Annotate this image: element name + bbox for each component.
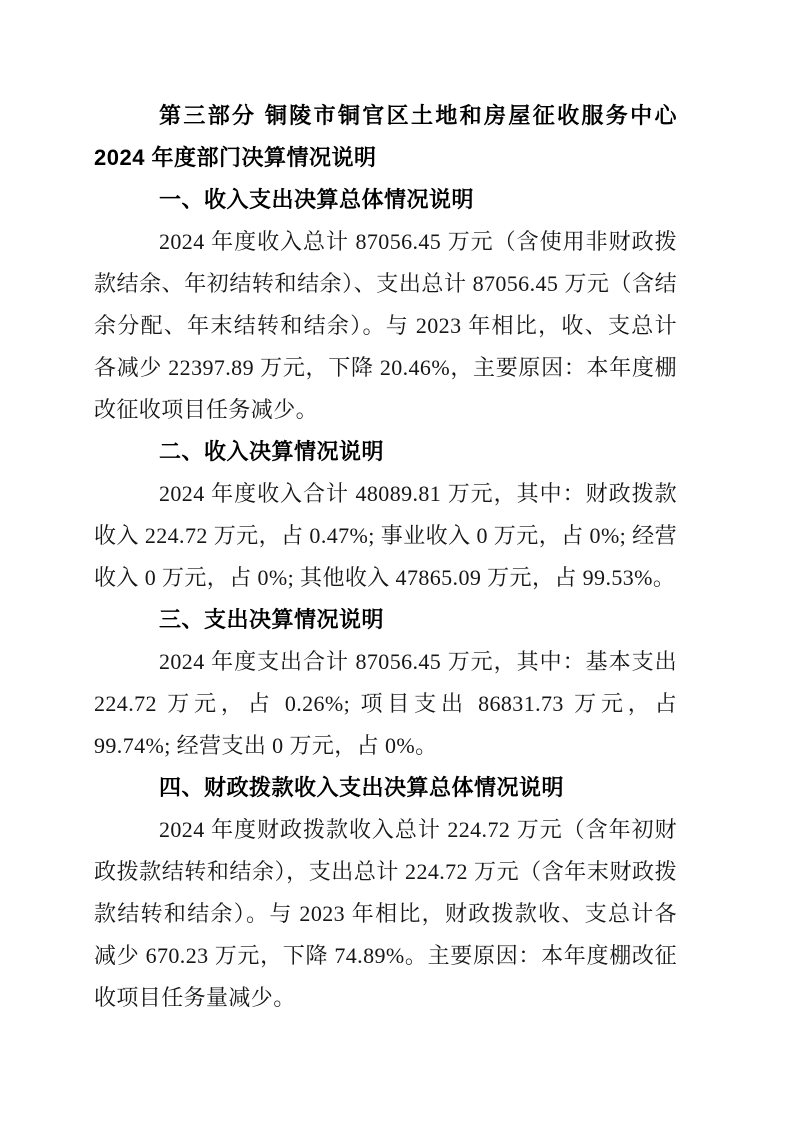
document-title: 第三部分 铜陵市铜官区土地和房屋征收服务中心 2024 年度部门决算情况说明	[94, 103, 677, 170]
section-heading-income-details: 二、收入决算情况说明	[159, 439, 385, 464]
section-paragraph-income-expenditure-overview: 2024 年度收入总计 87056.45 万元（含使用非财政拨款结余、年初结转和结余）、支出总计 87056.45 万元（含结余分配、年末结转和结余）。与 2023 年相比，收、支总计各减少 22397.89 万元，下降 20.46%，主要原因：本年度棚改征收项目任务减少。	[94, 229, 677, 422]
section-heading-income-expenditure-overview: 一、收入支出决算总体情况说明	[159, 187, 475, 212]
section-paragraph-income-details: 2024 年度收入合计 48089.81 万元，其中：财政拨款收入 224.72 万元，占 0.47%; 事业收入 0 万元，占 0%; 经营收入 0 万元，占 0%; 其他收入 47865.09 万元，占 99.53%。	[94, 481, 677, 590]
section-heading-expenditure-details: 三、支出决算情况说明	[159, 607, 385, 632]
section-paragraph-expenditure-details: 2024 年度支出合计 87056.45 万元，其中：基本支出 224.72 万元，占 0.26%; 项目支出 86831.73 万元，占 99.74%; 经营支出 0 万元，占 0%。	[94, 649, 677, 758]
section-heading-fiscal-appropriation-overview: 四、财政拨款收入支出决算总体情况说明	[159, 775, 565, 800]
section-paragraph-fiscal-appropriation-overview: 2024 年度财政拨款收入总计 224.72 万元（含年初财政拨款结转和结余），支出总计 224.72 万元（含年末财政拨款结转和结余）。与 2023 年相比，财政拨款收、支总计各减少 670.23 万元，下降 74.89%。主要原因：本年度棚改征收项目任务量减少。	[94, 817, 677, 1010]
